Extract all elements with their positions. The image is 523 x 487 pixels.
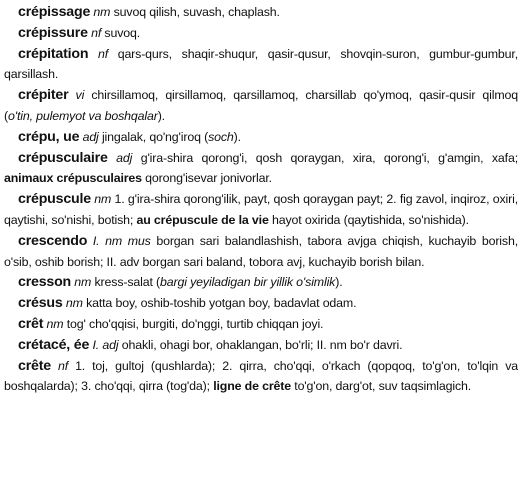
part-of-speech: nm [90,5,114,19]
headword: crêt [18,315,44,332]
headword: crépusculaire [18,149,108,166]
headword: crête [18,357,51,374]
headword: crépitation [18,45,89,62]
part-of-speech: I. nm mus [87,233,157,248]
part-of-speech: nm [43,316,67,331]
definition: chirsillamoq, qirsillamoq, qarsillamoq, charsillab qo'ymoq, qasir-qusir qilmoq ( [4,88,519,123]
headword: crépuscule [18,191,91,208]
part-of-speech: adj [79,129,102,144]
headword: crésus [18,295,63,312]
definition-tail: hayot oxirida (qaytishida, so'nishida). [268,212,469,227]
headword: crépu, ue [18,128,80,145]
dictionary-entry [4,314,518,335]
headword: crescendo [18,232,88,249]
definition: 1. toj, gultoj (qushlarda); 2. qirra, cho'qqi, o'rkach (qopqoq, to'g'on, to'lqin va boshqalarda); 3. cho'qqi, qirra (tog'da); [4,358,518,394]
definition: qars-qurs, shaqir-shuqur, qasir-qusur, shovqin-suron, gumbur-gumbur, qarsillash. [4,46,518,82]
dictionary-entry [4,2,518,23]
definition: kress-salat ( [94,275,161,290]
part-of-speech: nm [71,275,95,290]
dictionary-entry [4,293,518,314]
part-of-speech: nm [62,296,87,311]
dictionary-entry [4,127,518,148]
headword: crépiter [18,87,69,104]
dictionary-entry [4,85,518,127]
dictionary-entry [4,231,518,273]
dictionary-entry [4,335,518,356]
definition: ohakli, ohagi bor, ohaklangan, bo'rli; II. nm bo'r davri. [121,337,403,352]
headword: crépissage [18,4,91,20]
part-of-speech: nf [87,25,105,40]
part-of-speech: nf [50,358,76,373]
definition: katta boy, oshib-toshib yotgan boy, badavlat odam. [86,296,357,311]
dictionary-entry [4,148,518,190]
definition: jingalak, qo'ng'iroq ( [101,129,209,144]
dictionary-entry [4,356,518,398]
entry-list [4,2,518,397]
part-of-speech: nm [90,192,115,207]
dictionary-entry [4,272,518,293]
definition-tail: ). [335,275,343,290]
definition-tail: to'g'on, darg'ot, suv taqsimlagich. [290,379,472,394]
part-of-speech: adj [107,150,141,165]
definition: 1. g'ira-shira qorong'ilik, payt, qosh qoraygan payt; 2. fig zavol, inqiroz, oxiri, qaytishi, so'nishi, botish; [4,192,518,227]
phrase: ligne de crête [213,379,291,394]
usage-note: bargi yeyiladigan bir yillik o'simlik [160,275,336,290]
usage-note: soch [208,129,234,144]
definition-tail: qorong'isevar jonivorlar. [141,171,272,186]
dictionary-entry [4,23,518,44]
definition: suvoq. [104,25,141,40]
definition: g'ira-shira qorong'i, qosh qoraygan, xira, qorong'i, g'amgin, xafa; [140,150,518,165]
part-of-speech: vi [68,88,92,103]
phrase: au crépuscule de la vie [136,212,269,227]
dictionary-entry [4,189,518,231]
headword: cresson [18,274,72,291]
definition: suvoq qilish, suvash, chaplash. [113,5,280,19]
part-of-speech: nf [88,46,118,61]
usage-note: o'tin, pulemyot va boshqalar [7,108,158,123]
dictionary-entry [4,44,518,86]
part-of-speech: I. adj [89,337,122,352]
headword: crétacé, ée [18,336,90,353]
definition: borgan sari balandlashish, tabora avjga chiqish, kuchayib borish, o'sib, oshib borish; II. adv borgan sari baland, tobora avj, kuchayib borish bilan. [4,233,518,269]
definition-tail: ). [233,129,241,144]
definition-tail: ). [157,108,165,123]
headword: crépissure [18,24,88,41]
phrase: animaux crépusculaires [4,171,142,186]
definition: tog' cho'qqisi, burgiti, do'nggi, turtib chiqqan joyi. [66,316,324,331]
